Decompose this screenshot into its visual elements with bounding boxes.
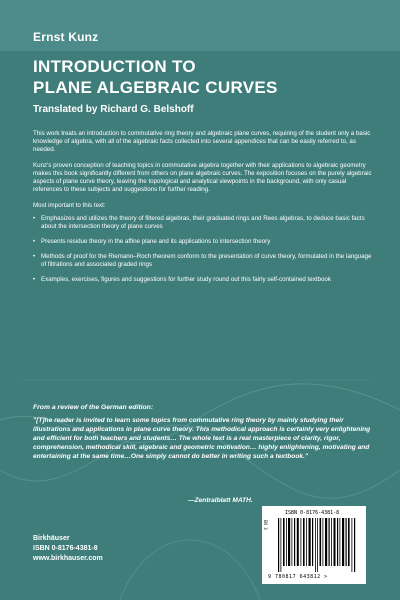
highlights-list	[33, 215, 373, 284]
highlight-item	[33, 276, 373, 284]
highlight-item	[33, 253, 373, 269]
review-heading: From a review of the German edition:	[33, 404, 154, 411]
translator-credit: Translated by Richard G. Belshoff	[33, 104, 194, 115]
barcode-side-code: EN 3	[263, 520, 268, 530]
description	[33, 130, 373, 291]
publisher-block	[33, 534, 103, 564]
publisher-website: www.birkhauser.com	[33, 555, 103, 562]
isbn-text: ISBN 0-8176-4381-8	[33, 545, 98, 552]
highlights-heading: Most important to this text:	[33, 202, 106, 209]
author-name: Ernst Kunz	[33, 30, 99, 44]
barcode-isbn: ISBN 0-8176-4381-8	[285, 510, 340, 516]
bullet-icon: •	[33, 253, 36, 260]
review-attribution: —Zentralblatt MATH.	[188, 497, 253, 504]
book-title-line-1: INTRODUCTION TO	[33, 57, 196, 76]
highlight-item	[33, 215, 373, 231]
publisher-name: Birkhäuser	[33, 535, 70, 542]
bullet-icon: •	[33, 238, 36, 245]
review-quote: "[T]he reader is invited to learn some topics from commutative ring theory by mainly studying their illustrations and applications in plane curve theory. This methodical approach is certainly very enlightening and efficient for both teachers and students… The whole text is a real masterpiece of clarity, rigor, comprehension, methodical skill, algebraic and geometric motivation… highly enlightening, motivating and entertaining at the same time…One simply cannot do better in writing such a textbook."	[33, 417, 371, 461]
highlight-text: Methods of proof for the Riemann–Roch theorem conform to the presentation of curve theory, formulated in the language of filtrations and associated graded rings	[41, 253, 372, 268]
barcode-digits: 9 780817 643812 >	[268, 574, 328, 580]
bullet-icon: •	[33, 276, 36, 283]
book-title	[33, 56, 278, 98]
highlight-item	[33, 238, 373, 246]
description-paragraph-2: Kunz's proven conception of teaching topics in commutative algebra together with their applications to algebraic geometry makes this book significantly different from others on plane algebraic curves. The exposition focuses on the purely algebraic aspects of plane curve theory, leaving the topological and analytical viewpoints in the background, with only casual references to these subjects and suggestions for further reading.	[33, 162, 372, 193]
bullet-icon: •	[33, 215, 36, 222]
barcode-icon	[278, 518, 358, 572]
highlight-text: Presents residue theory in the affine plane and its applications to intersection theory	[41, 238, 271, 245]
highlight-text: Examples, exercises, figures and suggestions for further study round out this fairly self-contained textbook	[41, 276, 331, 283]
book-title-line-2: PLANE ALGEBRAIC CURVES	[33, 78, 278, 97]
description-paragraph-1: This work treats an introduction to commutative ring theory and algebraic plane curves, requiring of the student only a basic knowledge of algebra, with all of the algebraic facts collected into several appendices that can be easily referred to, as needed.	[33, 130, 371, 153]
highlight-text: Emphasizes and utilizes the theory of filtered algebras, their graduated rings and Rees algebras, to deduce basic facts about the intersection theory of plane curves	[41, 215, 365, 230]
